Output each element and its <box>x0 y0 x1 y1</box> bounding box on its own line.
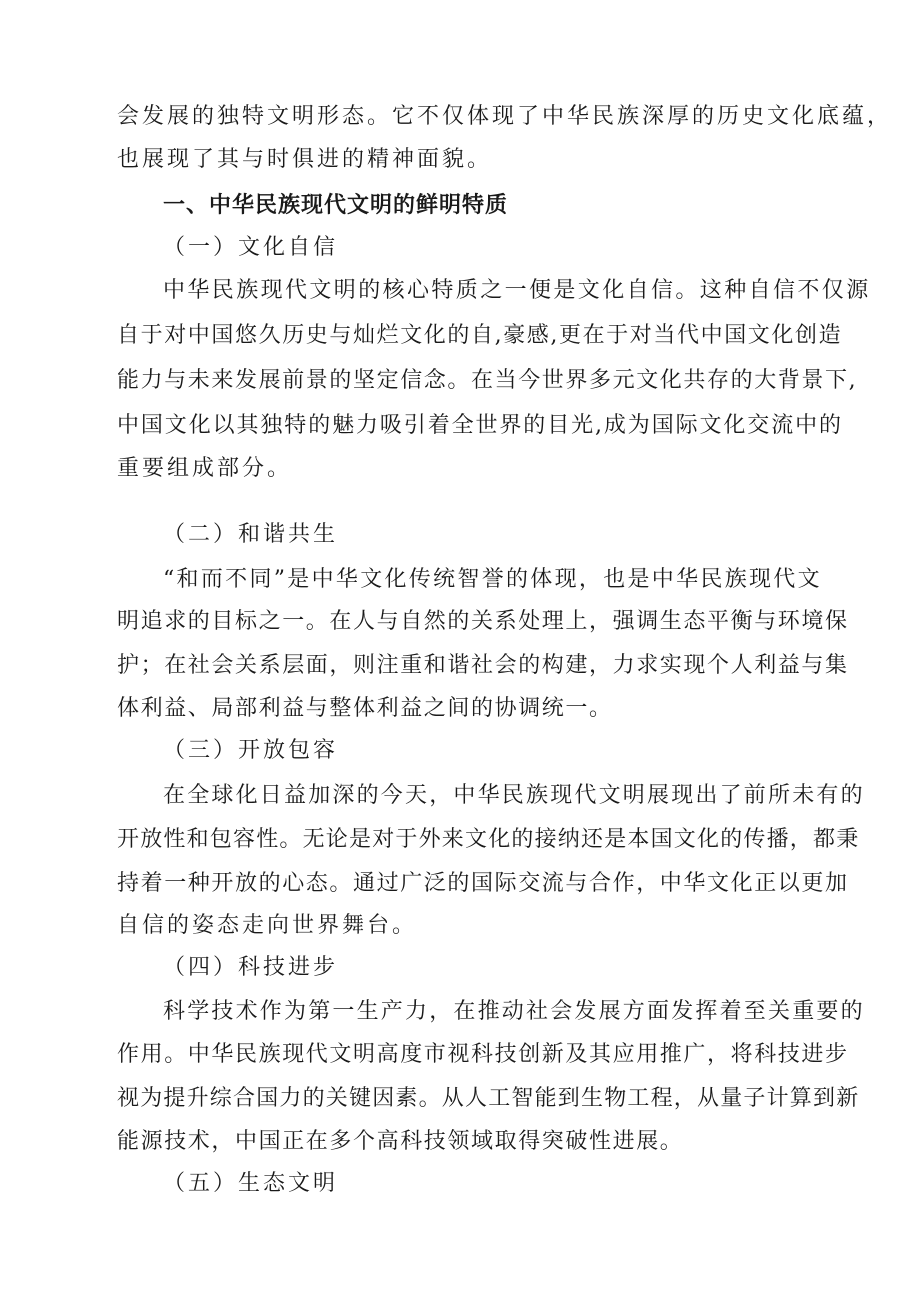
paragraph-line: 持着一种开放的心态。通过广泛的国际交流与合作，中华文化正以更加 <box>117 871 849 896</box>
paragraph-line: 明追求的目标之一。在人与自然的关系处理上，强调生态平衡与环境保 <box>117 609 849 634</box>
paragraph-line: 中华民族现代文明的核心特质之一便是文化自信。这种自信不仅源 <box>163 278 871 303</box>
paragraph-line: 护；在社会关系层面，则注重和谐社会的构建，力求实现个人利益与集 <box>117 653 849 678</box>
intro-line-2: 也展现了其与时俱进的精神面貌。 <box>117 147 493 172</box>
intro-line-1: 会发展的独特文明形态。它不仅体现了中华民族深厚的历史文化底蕴， <box>117 104 893 129</box>
subsection-title-4: （四）科技进步 <box>163 955 339 980</box>
paragraph-line: 能源技术，中国正在多个高科技领域取得突破性进展。 <box>117 1129 684 1154</box>
paragraph-line: 中国文化以其独特的魅力吸引着全世界的目光,成为国际文化交流中的 <box>117 413 843 438</box>
subsection-title-1: （一）文化自信 <box>163 235 339 260</box>
subsection-title-5: （五）生态文明 <box>163 1171 339 1196</box>
subsection-title-2: （二）和谐共生 <box>163 522 339 547</box>
paragraph-line: 视为提升综合国力的关键因素。从人工智能到生物工程，从量子计算到新 <box>117 1086 860 1111</box>
paragraph-line: 在全球化日益加深的今天，中华民族现代文明展现出了前所未有的 <box>163 783 865 808</box>
paragraph-line: 自于对中国悠久历史与灿烂文化的自,豪感,更在于对当代中国文化创造 <box>117 323 843 348</box>
section-heading: 一、中华民族现代文明的鲜明特质 <box>163 193 509 218</box>
paragraph-line: 开放性和包容性。无论是对于外来文化的接纳还是本国文化的传播，都秉 <box>117 827 860 852</box>
subsection-title-3: （三）开放包容 <box>163 738 339 763</box>
paragraph-line: 能力与未来发展前景的坚定信念。在当今世界多元文化共存的大背景下, <box>117 368 858 393</box>
paragraph-line: 自信的姿态走向世界舞台。 <box>117 913 418 938</box>
paragraph-line: “和而不同”是中华文化传统智誉的体现，也是中华民族现代文 <box>163 567 822 592</box>
paragraph-line: 体利益、局部利益与整体利益之间的协调统一。 <box>117 696 613 721</box>
paragraph-line: 科学技术作为第一生产力，在推动社会发展方面发挥着至关重要的 <box>163 999 865 1024</box>
paragraph-line: 重要组成部分。 <box>117 456 293 481</box>
paragraph-line: 作用。中华民族现代文明高度市视科技创新及其应用推广，将科技进步 <box>117 1042 849 1067</box>
